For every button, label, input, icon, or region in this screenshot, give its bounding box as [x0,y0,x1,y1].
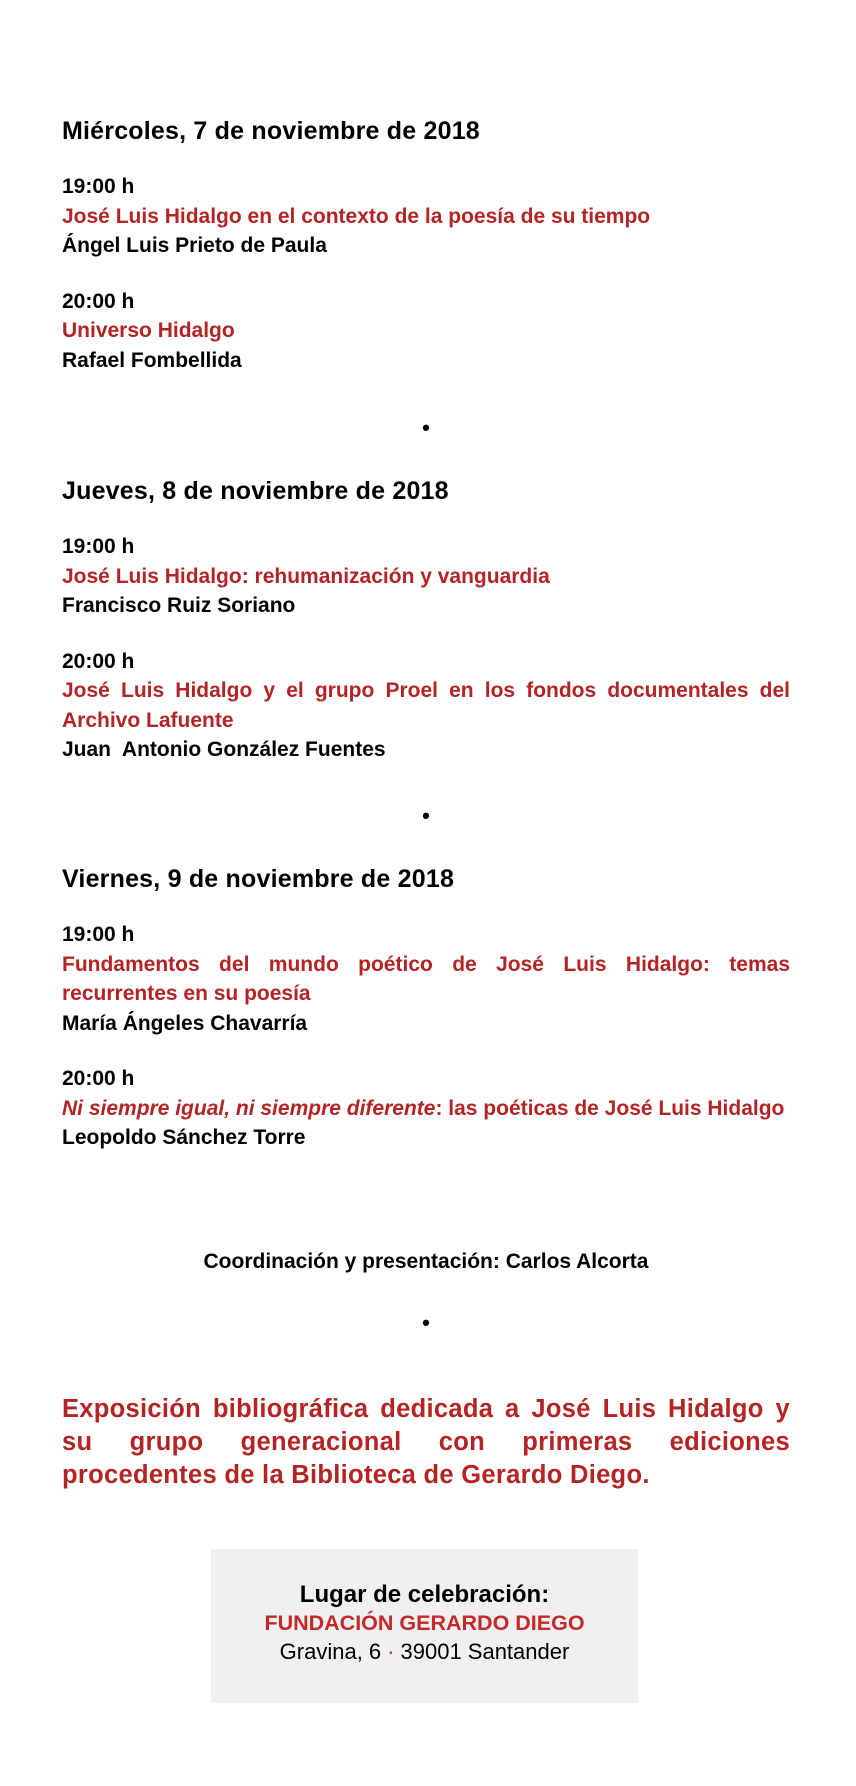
day-section [62,116,790,375]
venue-address [211,1637,638,1666]
talk-title: José Luis Hidalgo: rehumanización y vanguardia [62,564,550,588]
separator-bullet: • [422,415,430,440]
talk-item [62,172,790,261]
talk-title: Fundamentos del mundo poético de José Luis Hidalgo: temas recurrentes en su poesía [62,952,790,1005]
talk-time: 19:00 h [62,923,135,946]
coordination-credit: Coordinación y presentación: Carlos Alcorta [203,1250,649,1273]
talk-title-italic: Ni siempre igual, ni siempre diferente [62,1096,436,1120]
talk-item [62,287,790,376]
talk-speaker: Ángel Luis Prieto de Paula [62,234,327,257]
venue-street: Gravina, 6 [279,1639,382,1664]
talk-item [62,532,790,621]
talk-speaker: Juan Antonio González Fuentes [62,738,386,761]
talk-speaker: María Ángeles Chavarría [62,1011,308,1035]
talk-speaker: Rafael Fombellida [62,348,242,372]
talk-time: 19:00 h [62,535,135,558]
separator-bullet: • [422,1310,430,1335]
talk-time: 20:00 h [62,1067,135,1090]
talk-title: José Luis Hidalgo y el grupo Proel en los fondos documentales del Archivo Lafuente [62,679,790,732]
talk-time: 20:00 h [62,289,135,313]
talk-title-rest: : las poéticas de José Luis Hidalgo [435,1096,785,1120]
venue-city: 39001 Santander [400,1639,570,1664]
talk-item [62,647,790,765]
separator-bullet: • [422,803,430,828]
day-section [62,476,790,765]
day-heading: Miércoles, 7 de noviembre de 2018 [62,117,480,145]
talk-title: José Luis Hidalgo en el contexto de la poesía de su tiempo [62,204,651,228]
talk-speaker: Leopoldo Sánchez Torre [62,1126,306,1149]
talk-item [62,920,790,1038]
venue-organization: FUNDACIÓN GERARDO DIEGO [264,1611,585,1635]
talk-time: 20:00 h [62,649,135,673]
day-section [62,864,790,1153]
venue-box [211,1549,638,1703]
day-heading: Viernes, 9 de noviembre de 2018 [62,865,455,893]
venue-separator: · [387,1639,395,1664]
venue-label: Lugar de celebración: [299,1581,550,1608]
talk-title: Universo Hidalgo [62,319,235,342]
day-heading: Jueves, 8 de noviembre de 2018 [62,477,449,505]
talk-speaker: Francisco Ruiz Soriano [62,594,296,617]
exhibition-note: Exposición bibliográfica dedicada a José Luis Hidalgo y su grupo generacional con primeras ediciones procedentes de la Biblioteca de Gerardo Diego. [62,1395,790,1489]
talk-time: 19:00 h [62,175,135,198]
talk-title [62,1094,790,1124]
talk-item [62,1064,790,1153]
